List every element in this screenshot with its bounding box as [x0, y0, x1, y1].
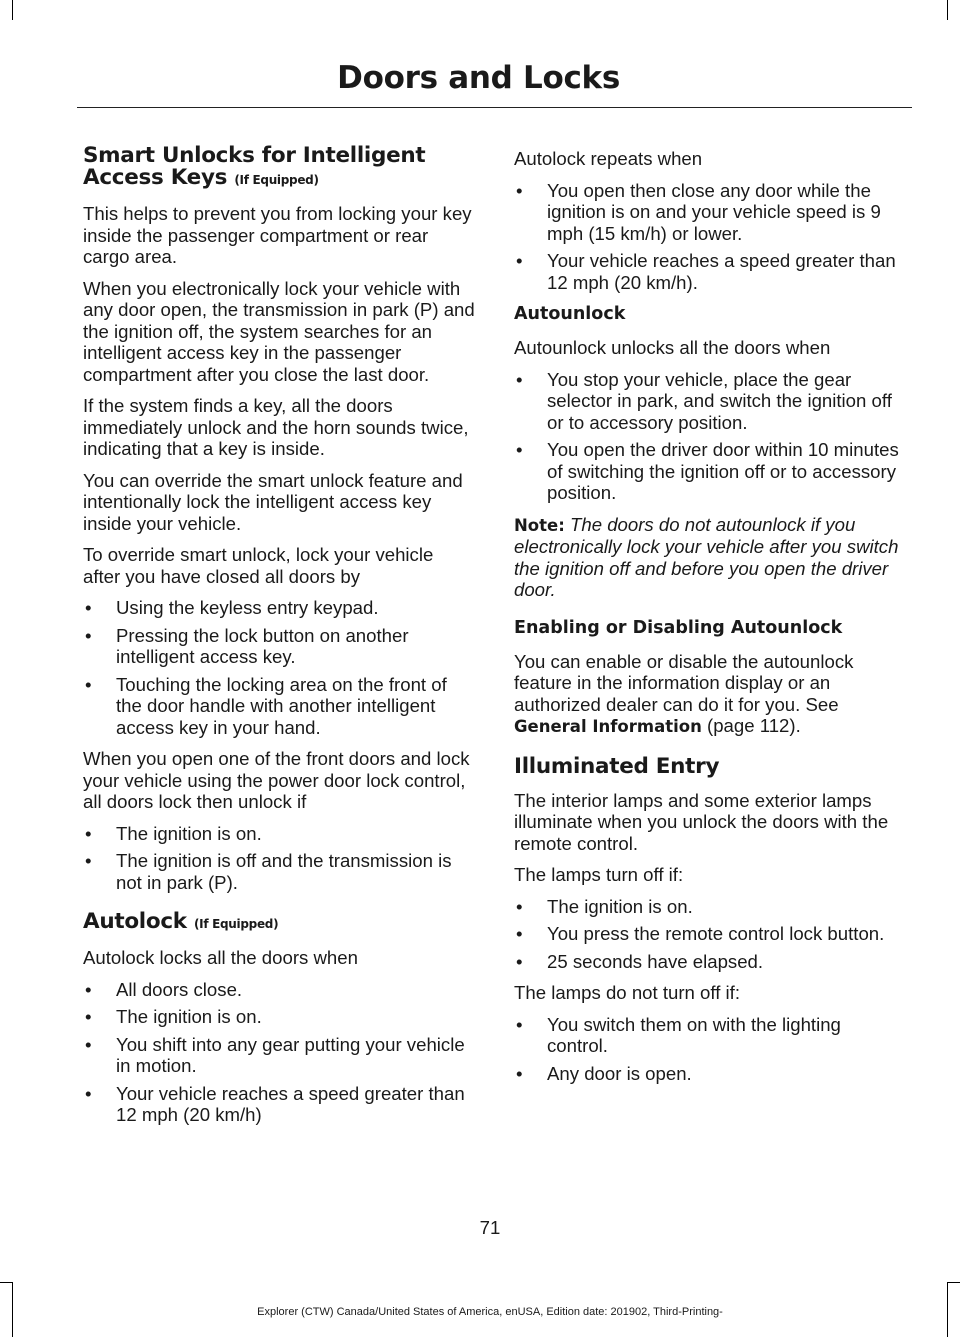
bullet: • [85, 1033, 92, 1055]
paragraph: When you electronically lock your vehicle with any door open, the transmission in park (P) and the ignition off, the system searches for an intelligent access key in the passenger compartment after you close the last door. [83, 277, 475, 385]
bullet: • [85, 624, 92, 646]
bullet: • [516, 368, 523, 390]
bullet: • [85, 1082, 92, 1104]
list-item [514, 951, 906, 973]
cross-reference-link[interactable]: General Information [514, 717, 702, 736]
paragraph: Autolock repeats when [514, 148, 703, 169]
list-item [83, 1083, 475, 1126]
bullet: • [516, 950, 523, 972]
bullet: • [85, 1006, 92, 1027]
if-equipped-tag: (If Equipped) [193, 917, 279, 931]
list-item [83, 625, 475, 668]
list-item [83, 674, 475, 739]
bullet: • [516, 923, 523, 944]
note [514, 514, 906, 601]
bullet: • [85, 850, 92, 871]
list-item [514, 369, 906, 434]
bullet: • [85, 978, 92, 1000]
list-item-text: Pressing the lock button on another intelligent access key. [116, 624, 409, 667]
subheading-enabling-disabling-autounlock: Enabling or Disabling Autounlock [514, 617, 843, 638]
paragraph [514, 651, 906, 738]
list-item-text: Your vehicle reaches a speed greater than 12 mph (20 km/h) [116, 1082, 465, 1125]
list-item-text: The ignition is on. [116, 1006, 262, 1027]
list-item [514, 923, 906, 945]
bullet: • [516, 1013, 523, 1035]
bullet: • [516, 1062, 523, 1084]
list-item-text: You press the remote control lock button. [547, 923, 885, 944]
paragraph: You can override the smart unlock feature and intentionally lock the intelligent access key inside your vehicle. [83, 469, 463, 534]
paragraph: When you open one of the front doors and lock your vehicle using the power door lock control, all doors lock then unlock if [83, 748, 470, 812]
list-item-text: You stop your vehicle, place the gear selector in park, and switch the ignition off or to accessory position. [547, 368, 892, 433]
list-item-text: You switch them on with the lighting control. [547, 1013, 841, 1056]
bullet: • [516, 179, 523, 201]
bullet-list [514, 896, 906, 973]
list-item [514, 896, 906, 918]
section-title-text: Autolock [83, 909, 187, 934]
crop-mark-top-right-vertical [947, 0, 948, 20]
section-title-illuminated-entry: Illuminated Entry [514, 753, 720, 779]
if-equipped-tag: (If Equipped) [234, 173, 319, 187]
list-item-text: The ignition is on. [547, 895, 693, 917]
list-item-text: Using the keyless entry keypad. [116, 597, 379, 618]
list-item-text: Touching the locking area on the front of the door handle with another intelligent access key in your hand. [116, 673, 447, 738]
list-item [514, 439, 906, 504]
list-item-text: All doors close. [116, 978, 243, 1000]
paragraph: Autolock locks all the doors when [83, 947, 358, 968]
bullet-list [514, 369, 906, 504]
paragraph: If the system finds a key, all the doors immediately unlock and the horn sounds twice, indicating that a key is inside. [83, 395, 469, 459]
list-item [514, 250, 906, 293]
paragraph: Autounlock unlocks all the doors when [514, 337, 831, 358]
right-column [514, 145, 906, 1094]
crop-mark-top-left-vertical [12, 0, 13, 20]
bullet: • [516, 250, 523, 271]
list-item [83, 823, 475, 845]
section-title-smart-unlocks [83, 145, 475, 191]
paragraph-text: You can enable or disable the autounlock feature in the information display or an authorized dealer can do it for you. See [514, 650, 854, 715]
header-rule [77, 107, 912, 108]
list-item [83, 597, 475, 619]
section-title-text: Smart Unlocks for Intelligent Access Keys [83, 143, 426, 190]
bullet-list [83, 979, 475, 1126]
left-column [83, 145, 475, 1136]
paragraph: The interior lamps and some exterior lamps illuminate when you unlock the doors with the remote control. [514, 789, 889, 854]
list-item-text: You open the driver door within 10 minutes of switching the ignition off or to accessory position. [547, 439, 899, 503]
list-item-text: The ignition is on. [116, 822, 262, 844]
list-item-text: Any door is open. [547, 1062, 692, 1084]
subheading-autounlock: Autounlock [514, 304, 626, 324]
crop-mark-bottom-left-horizontal [0, 1282, 12, 1283]
bullet: • [516, 439, 523, 460]
bullet: • [85, 822, 92, 844]
bullet: • [516, 895, 523, 917]
bullet: • [85, 597, 92, 618]
bullet-list [514, 180, 906, 294]
paragraph: The lamps turn off if: [514, 864, 684, 885]
footer-edition-text: Explorer (CTW) Canada/United States of America, enUSA, Edition date: 201902, Third-Printing- [257, 1306, 723, 1318]
list-item-text: The ignition is off and the transmission is not in park (P). [116, 850, 452, 893]
bullet: • [85, 673, 92, 695]
page-number: 71 [479, 1217, 501, 1238]
section-title-autolock [83, 911, 475, 935]
page-reference: (page 112). [707, 715, 801, 736]
paragraph: This helps to prevent you from locking your key inside the passenger compartment or rear cargo area. [83, 203, 472, 267]
paragraph: To override smart unlock, lock your vehicle after you have closed all doors by [83, 544, 434, 587]
bullet-list [83, 597, 475, 738]
note-label: Note: [514, 515, 565, 535]
list-item [83, 979, 475, 1001]
bullet-list [514, 1014, 906, 1085]
list-item-text: You open then close any door while the ignition is on and your vehicle speed is 9 mph (15 km/h) or lower. [547, 179, 881, 244]
list-item [83, 1006, 475, 1028]
page-header-title: Doors and Locks [337, 60, 620, 96]
list-item-text: You shift into any gear putting your vehicle in motion. [116, 1033, 465, 1076]
note-text: The doors do not autounlock if you electronically lock your vehicle after you switch the ignition off and before you open the driver door. [514, 513, 899, 600]
crop-mark-bottom-right-horizontal [948, 1282, 960, 1283]
list-item [83, 1034, 475, 1077]
list-item-text: Your vehicle reaches a speed greater than 12 mph (20 km/h). [547, 250, 896, 293]
bullet-list [83, 823, 475, 894]
paragraph: The lamps do not turn off if: [514, 982, 741, 1003]
list-item-text: 25 seconds have elapsed. [547, 950, 764, 972]
list-item [83, 850, 475, 893]
list-item [514, 1014, 906, 1057]
list-item [514, 1063, 906, 1085]
list-item [514, 180, 906, 245]
